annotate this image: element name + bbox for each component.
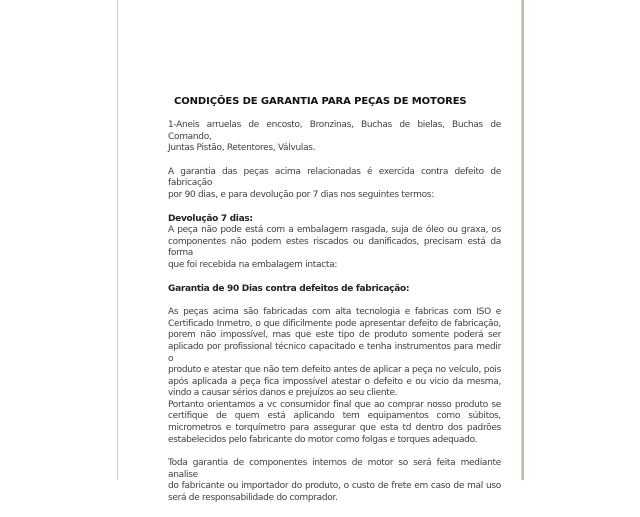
text-line: aplicado por profissional técnico capacitado e tenha instrumentos para medir o bbox=[168, 341, 501, 364]
text-line: por 90 dias, e para devolução por 7 dias nos seguintes termos: bbox=[168, 189, 434, 200]
warranty-intro-paragraph bbox=[168, 167, 501, 202]
text-line: porem não impossível, mas que este tipo de produto somente poderá ser bbox=[168, 330, 501, 341]
document-title: CONDIÇÕES DE GARANTIA PARA PEÇAS DE MOTORES bbox=[174, 96, 467, 107]
garantia-90-paragraph-2 bbox=[168, 400, 501, 446]
text-line: As peças acima são fabricadas com alta tecnologia e fabricas com ISO e bbox=[168, 307, 501, 318]
devolucao-heading: Devolução 7 dias: bbox=[168, 213, 253, 224]
text-line: Portanto orientamos a vc consumidor final que ao comprar nosso produto se bbox=[168, 399, 501, 410]
text-line: A garantia das peças acima relacionadas é exercida contra defeito de fabricação bbox=[168, 166, 501, 189]
text-line: Juntas Pistão, Retentores, Válvulas. bbox=[168, 143, 316, 154]
text-line: que foi recebida na embalagem intacta: bbox=[168, 259, 338, 270]
text-line: do fabricante ou importador do produto, o custo de frete em caso de mal uso bbox=[168, 481, 501, 492]
parts-list-paragraph bbox=[168, 120, 501, 155]
document-content bbox=[168, 96, 501, 517]
text-line: Toda garantia de componentes internos de motor so será feita mediante analise bbox=[168, 458, 501, 480]
page-right-border bbox=[521, 0, 524, 480]
garantia-90-paragraph-1 bbox=[168, 307, 501, 400]
garantia-90-heading: Garantia de 90 Dias contra defeitos de fabricação: bbox=[168, 283, 410, 294]
devolucao-paragraph bbox=[168, 225, 501, 271]
text-line: 1-Aneis arruelas de encosto, Bronzinas, Buchas de bielas, Buchas de Comando, bbox=[168, 120, 501, 142]
analise-final-paragraph bbox=[168, 458, 501, 504]
text-line: componentes não podem estes riscados ou danificados, precisam está da forma bbox=[168, 236, 501, 259]
text-line: certifique de quem está aplicando tem equipamentos como súbitos, bbox=[168, 411, 501, 422]
text-line: produto e atestar que não tem defeito antes de aplicar a peça no veículo, pois bbox=[168, 365, 501, 376]
text-line: micrometros e torquímetro para assegurar que esta td dentro dos padrões bbox=[168, 423, 501, 434]
text-line: A peça não pode está com a embalagem rasgada, suja de óleo ou graxa, os bbox=[168, 225, 501, 236]
text-line: será de responsabilidade do comprador. bbox=[168, 493, 338, 504]
text-line: vindo a causar sérios danos e prejuízos ao seu cliente. bbox=[168, 388, 398, 399]
text-line: estabelecidos pelo fabricante do motor como folgas e torques adequado. bbox=[168, 434, 478, 445]
page-left-border bbox=[117, 0, 118, 480]
text-line: após aplicada a peça fica impossível atestar o defeito e ou vicio da mesma, bbox=[168, 376, 501, 387]
text-line: Certificado Inmetro, o que dificilmente pode apresentar defeito de fabricação, bbox=[168, 318, 501, 329]
